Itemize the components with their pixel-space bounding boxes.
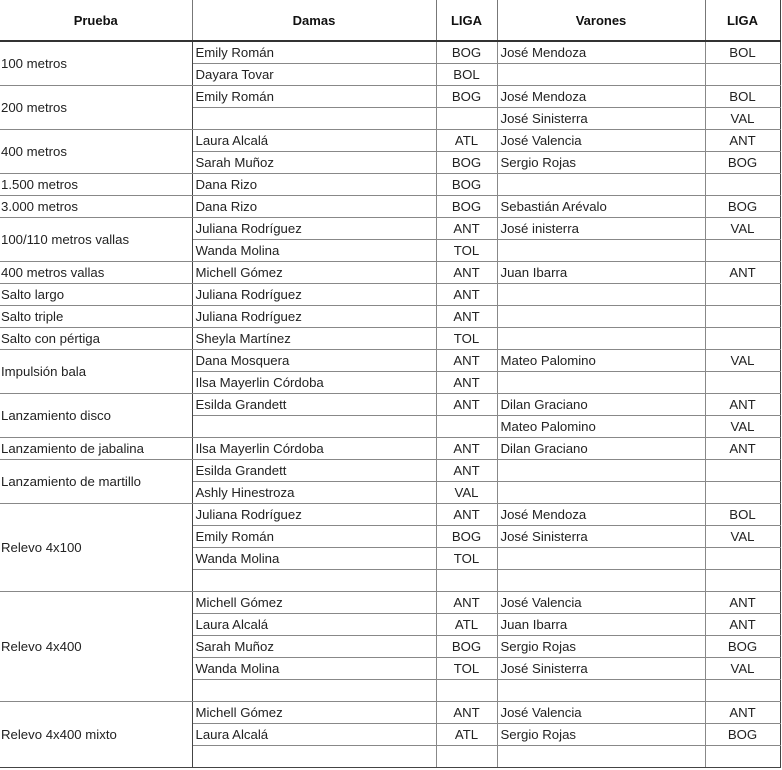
league-women: ANT xyxy=(436,504,497,526)
league-men: BOG xyxy=(705,724,780,746)
event-name: 400 metros xyxy=(0,130,192,174)
athlete-men: Juan Ibarra xyxy=(497,614,705,636)
table-row xyxy=(0,130,780,152)
athlete-men: Mateo Palomino xyxy=(497,350,705,372)
league-men: VAL xyxy=(705,350,780,372)
table-row xyxy=(0,350,780,372)
athlete-men: Sergio Rojas xyxy=(497,152,705,174)
league-women xyxy=(436,746,497,768)
athlete-women: Dana Rizo xyxy=(192,174,436,196)
event-name: 400 metros vallas xyxy=(0,262,192,284)
league-women: BOG xyxy=(436,152,497,174)
event-name: 1.500 metros xyxy=(0,174,192,196)
league-women: ANT xyxy=(436,218,497,240)
league-men: ANT xyxy=(705,262,780,284)
athlete-men: Mateo Palomino xyxy=(497,416,705,438)
athlete-men: Sebastián Arévalo xyxy=(497,196,705,218)
league-men: ANT xyxy=(705,394,780,416)
athlete-women: Michell Gómez xyxy=(192,262,436,284)
athlete-men: Juan Ibarra xyxy=(497,262,705,284)
league-men xyxy=(705,306,780,328)
athlete-women xyxy=(192,746,436,768)
league-women: BOG xyxy=(436,174,497,196)
league-women: BOL xyxy=(436,64,497,86)
league-men: VAL xyxy=(705,108,780,130)
event-name: Lanzamiento de jabalina xyxy=(0,438,192,460)
athlete-men xyxy=(497,746,705,768)
athlete-women: Wanda Molina xyxy=(192,548,436,570)
league-women xyxy=(436,416,497,438)
league-women: ANT xyxy=(436,460,497,482)
athlete-women: Sarah Muñoz xyxy=(192,152,436,174)
league-women: ANT xyxy=(436,372,497,394)
league-men: VAL xyxy=(705,416,780,438)
league-men: ANT xyxy=(705,130,780,152)
league-women: ANT xyxy=(436,592,497,614)
league-women: ANT xyxy=(436,394,497,416)
athlete-men xyxy=(497,64,705,86)
league-women: BOG xyxy=(436,86,497,108)
league-women: TOL xyxy=(436,658,497,680)
table-row xyxy=(0,460,780,482)
athlete-women xyxy=(192,108,436,130)
league-women: BOG xyxy=(436,196,497,218)
athlete-women: Emily Román xyxy=(192,526,436,548)
league-women: BOG xyxy=(436,526,497,548)
league-men xyxy=(705,548,780,570)
athlete-men xyxy=(497,328,705,350)
athlete-women: Ilsa Mayerlin Córdoba xyxy=(192,372,436,394)
athlete-men xyxy=(497,548,705,570)
event-name: Relevo 4x100 xyxy=(0,504,192,592)
athlete-women xyxy=(192,680,436,702)
event-name: 200 metros xyxy=(0,86,192,130)
league-women: TOL xyxy=(436,240,497,262)
league-men: ANT xyxy=(705,592,780,614)
athlete-women: Esilda Grandett xyxy=(192,394,436,416)
league-women: VAL xyxy=(436,482,497,504)
athlete-men: José Sinisterra xyxy=(497,658,705,680)
league-women: ANT xyxy=(436,350,497,372)
league-women: TOL xyxy=(436,548,497,570)
event-name: Lanzamiento disco xyxy=(0,394,192,438)
league-men xyxy=(705,482,780,504)
header-liga-damas: LIGA xyxy=(436,0,497,41)
league-men xyxy=(705,64,780,86)
athlete-women: Juliana Rodríguez xyxy=(192,504,436,526)
league-men: BOG xyxy=(705,636,780,658)
league-men xyxy=(705,460,780,482)
athlete-men xyxy=(497,680,705,702)
athlete-men: Sergio Rojas xyxy=(497,636,705,658)
athlete-women: Emily Román xyxy=(192,86,436,108)
header-damas: Damas xyxy=(192,0,436,41)
header-varones: Varones xyxy=(497,0,705,41)
athlete-women: Dayara Tovar xyxy=(192,64,436,86)
league-men: BOL xyxy=(705,504,780,526)
athlete-men xyxy=(497,372,705,394)
athlete-men: José Mendoza xyxy=(497,504,705,526)
league-women: ANT xyxy=(436,438,497,460)
league-men: BOL xyxy=(705,41,780,64)
league-women: ANT xyxy=(436,262,497,284)
athlete-women: Juliana Rodríguez xyxy=(192,218,436,240)
athlete-women: Wanda Molina xyxy=(192,658,436,680)
table-row xyxy=(0,86,780,108)
table-row xyxy=(0,41,780,64)
league-women: TOL xyxy=(436,328,497,350)
league-women: ATL xyxy=(436,130,497,152)
league-women: BOG xyxy=(436,636,497,658)
league-women: ATL xyxy=(436,724,497,746)
table-row xyxy=(0,504,780,526)
league-men xyxy=(705,372,780,394)
league-women xyxy=(436,680,497,702)
league-men: VAL xyxy=(705,526,780,548)
athlete-men xyxy=(497,174,705,196)
event-name: Salto largo xyxy=(0,284,192,306)
athlete-women: Dana Rizo xyxy=(192,196,436,218)
athlete-men: José Sinisterra xyxy=(497,526,705,548)
athlete-men: José Mendoza xyxy=(497,86,705,108)
event-name: Salto triple xyxy=(0,306,192,328)
event-name: 100 metros xyxy=(0,41,192,86)
league-men: ANT xyxy=(705,702,780,724)
athlete-men: José Mendoza xyxy=(497,41,705,64)
league-men xyxy=(705,328,780,350)
league-men xyxy=(705,240,780,262)
league-men xyxy=(705,174,780,196)
event-name: Salto con pértiga xyxy=(0,328,192,350)
league-men: ANT xyxy=(705,614,780,636)
league-men xyxy=(705,680,780,702)
athlete-women: Ilsa Mayerlin Córdoba xyxy=(192,438,436,460)
table-row xyxy=(0,438,780,460)
table-row xyxy=(0,328,780,350)
athlete-men xyxy=(497,460,705,482)
league-men: ANT xyxy=(705,438,780,460)
league-men: VAL xyxy=(705,658,780,680)
athlete-men xyxy=(497,482,705,504)
athlete-women: Sheyla Martínez xyxy=(192,328,436,350)
league-women: ANT xyxy=(436,306,497,328)
athlete-men: José Valencia xyxy=(497,592,705,614)
table-body xyxy=(0,41,780,768)
table-row xyxy=(0,702,780,724)
athlete-men xyxy=(497,570,705,592)
athlete-men: Dilan Graciano xyxy=(497,394,705,416)
league-men: BOG xyxy=(705,196,780,218)
league-women: ATL xyxy=(436,614,497,636)
athlete-women: Laura Alcalá xyxy=(192,130,436,152)
event-name: Impulsión bala xyxy=(0,350,192,394)
league-women xyxy=(436,108,497,130)
athlete-women: Dana Mosquera xyxy=(192,350,436,372)
athlete-men: José Valencia xyxy=(497,130,705,152)
athlete-women: Juliana Rodríguez xyxy=(192,306,436,328)
athlete-men xyxy=(497,306,705,328)
header-prueba: Prueba xyxy=(0,0,192,41)
table-row xyxy=(0,262,780,284)
athlete-men xyxy=(497,284,705,306)
event-name: Relevo 4x400 xyxy=(0,592,192,702)
athlete-men: José Valencia xyxy=(497,702,705,724)
event-name: Lanzamiento de martillo xyxy=(0,460,192,504)
athlete-women: Emily Román xyxy=(192,41,436,64)
event-name: 100/110 metros vallas xyxy=(0,218,192,262)
league-men xyxy=(705,570,780,592)
league-women: ANT xyxy=(436,284,497,306)
table-row xyxy=(0,284,780,306)
athlete-men: Sergio Rojas xyxy=(497,724,705,746)
event-name: Relevo 4x400 mixto xyxy=(0,702,192,768)
athlete-women: Esilda Grandett xyxy=(192,460,436,482)
header-row xyxy=(0,0,780,41)
table-row xyxy=(0,306,780,328)
athlete-men xyxy=(497,240,705,262)
table-row xyxy=(0,174,780,196)
table-row xyxy=(0,592,780,614)
header-liga-varones: LIGA xyxy=(705,0,780,41)
league-men xyxy=(705,284,780,306)
athlete-women: Juliana Rodríguez xyxy=(192,284,436,306)
event-name: 3.000 metros xyxy=(0,196,192,218)
athlete-men: Dilan Graciano xyxy=(497,438,705,460)
league-men: BOL xyxy=(705,86,780,108)
league-men: BOG xyxy=(705,152,780,174)
league-women: ANT xyxy=(436,702,497,724)
athlete-women: Michell Gómez xyxy=(192,702,436,724)
athlete-women: Michell Gómez xyxy=(192,592,436,614)
league-women: BOG xyxy=(436,41,497,64)
athlete-women: Ashly Hinestroza xyxy=(192,482,436,504)
athlete-women: Wanda Molina xyxy=(192,240,436,262)
league-men: VAL xyxy=(705,218,780,240)
table-row xyxy=(0,218,780,240)
league-men xyxy=(705,746,780,768)
athlete-men: José inisterra xyxy=(497,218,705,240)
athlete-women: Sarah Muñoz xyxy=(192,636,436,658)
table-row xyxy=(0,394,780,416)
athlete-women xyxy=(192,570,436,592)
league-women xyxy=(436,570,497,592)
athlete-women: Laura Alcalá xyxy=(192,724,436,746)
table-row xyxy=(0,196,780,218)
athlete-women: Laura Alcalá xyxy=(192,614,436,636)
athlete-men: José Sinisterra xyxy=(497,108,705,130)
athlete-women xyxy=(192,416,436,438)
